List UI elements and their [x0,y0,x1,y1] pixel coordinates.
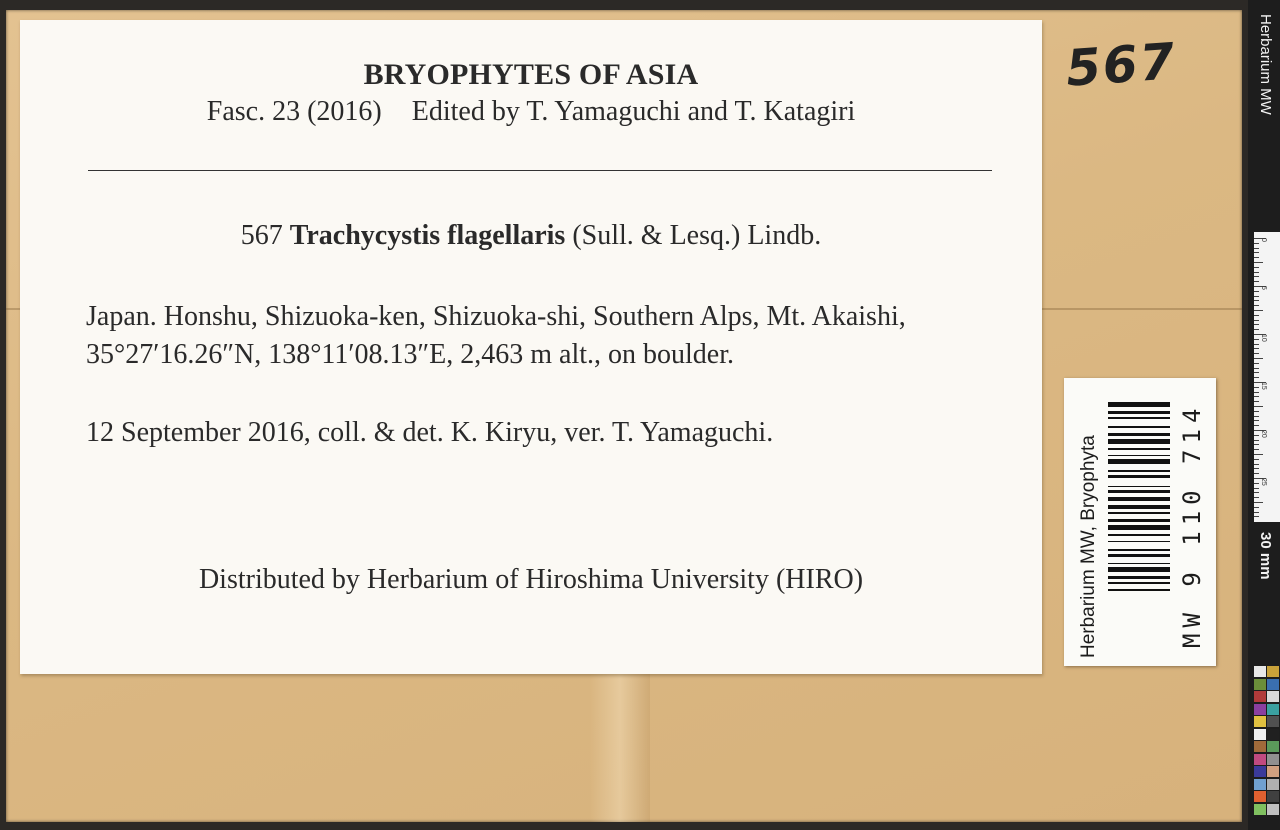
color-swatch [1254,779,1266,790]
barcode-bar [1108,411,1170,414]
scale-tick [1254,243,1259,244]
species-line [20,220,1042,252]
scale-tick [1254,435,1259,436]
scale-tick [1254,464,1259,465]
species-number: 567 [240,220,283,251]
scale-tick [1254,468,1259,469]
scale-tick [1254,310,1263,311]
handwritten-number: 567 [1064,32,1179,98]
scale-tick-label: 25 [1260,478,1267,486]
barcode-bar [1108,589,1170,591]
editors: Edited by T. Yamaguchi and T. Katagiri [411,96,856,127]
ruler-scale-label: 30 mm [1257,532,1274,580]
scale-tick [1254,262,1263,263]
scale-tick-label: 0 [1260,238,1267,242]
scale-tick [1254,320,1259,321]
scale-tick [1254,291,1259,292]
scale-tick [1254,416,1259,417]
color-swatch [1267,666,1279,677]
scale-tick [1254,276,1259,277]
scale-tick [1254,248,1259,249]
scale-tick [1254,406,1263,407]
barcode-bar [1108,486,1170,488]
label-title: BRYOPHYTES OF ASIA [363,58,699,91]
color-swatch [1267,741,1279,752]
barcode-icon [1108,402,1170,646]
scale-tick-label: 5 [1260,286,1267,290]
scale-tick [1254,492,1259,493]
scale-tick [1254,358,1263,359]
scale-tick [1254,401,1259,402]
label-subtitle [20,96,1042,128]
scale-tick [1254,281,1259,282]
barcode-bar [1108,512,1170,514]
scale-tick [1254,344,1259,345]
color-swatch [1267,704,1279,715]
scale-tick [1254,315,1259,316]
barcode-bar [1108,554,1170,557]
color-swatch [1254,729,1266,740]
specimen-label [20,20,1042,674]
scale-tick [1254,473,1259,474]
fascicle: Fasc. 23 (2016) [206,96,382,127]
scale-tick [1254,425,1259,426]
barcode-bar [1108,402,1170,407]
color-swatch [1267,791,1279,802]
scale-tick [1254,368,1259,369]
barcode-bar [1108,505,1170,508]
barcode-bar [1108,497,1170,502]
divider-rule [88,170,992,171]
barcode-bar [1108,448,1170,450]
color-swatch [1254,716,1266,727]
barcode-bar [1108,567,1170,572]
scale-tick [1254,502,1263,503]
scale-tick [1254,512,1259,513]
scale-tick [1254,497,1259,498]
scale-tick [1254,396,1259,397]
color-swatch [1254,691,1266,702]
locality-text: Japan. Honshu, Shizuoka-ken, Shizuoka-shi, Southern Alps, Mt. Akaishi, 35°27′16.26″N, 138°11′08.13″E, 2,463 m alt., on boulder. [86,301,906,370]
color-swatches [1254,666,1280,816]
barcode-bar [1108,519,1170,522]
scale-tick [1254,252,1259,253]
color-swatch [1267,729,1279,740]
barcode-bar [1108,455,1170,457]
barcode-bar [1108,439,1170,444]
scale-tick [1254,392,1259,393]
collection-text: 12 September 2016, coll. & det. K. Kiryu, ver. T. Yamaguchi. [86,417,774,448]
ruler-institution: Herbarium MW [1257,14,1274,115]
scale-tick [1254,353,1259,354]
barcode-bar [1108,534,1170,536]
color-swatch [1267,754,1279,765]
distribution-text: Distributed by Herbarium of Hiroshima University (HIRO) [198,564,864,595]
barcode-bar [1108,417,1170,419]
barcode-bar [1108,459,1170,464]
barcode-bar [1108,475,1170,478]
barcode-bar [1108,470,1170,472]
scale-tick [1254,372,1259,373]
barcode-institution: Herbarium MW, Bryophyta [1078,435,1099,658]
scale-tick [1254,339,1259,340]
scale-tick [1254,377,1259,378]
species-author: (Sull. & Lesq.) Lindb. [572,220,822,251]
barcode-bar [1108,525,1170,530]
color-swatch [1267,716,1279,727]
color-swatch [1254,666,1266,677]
scale-tick [1254,516,1259,517]
barcode-bar [1108,426,1170,428]
color-swatch [1267,691,1279,702]
scale-tick [1254,329,1259,330]
scale-tick-label: 10 [1260,334,1267,342]
color-swatch [1267,804,1279,815]
scale-tick-label: 20 [1260,430,1267,438]
barcode-number: MW 9 110 714 [1178,402,1206,648]
scale-tick [1254,507,1259,508]
barcode-bar [1108,549,1170,551]
color-swatch [1254,804,1266,815]
scale-tick [1254,257,1259,258]
scale-tick [1254,459,1259,460]
barcode-bar [1108,490,1170,493]
species-name: Trachycystis flagellaris [289,220,566,251]
scale-tick [1254,324,1259,325]
scale-tick-label: 15 [1260,382,1267,390]
scale-tick [1254,444,1259,445]
color-swatch [1254,741,1266,752]
color-swatch [1267,766,1279,777]
scale-tick [1254,488,1259,489]
scale-tick [1254,272,1259,273]
scale-tick [1254,420,1259,421]
barcode-bar [1108,541,1170,543]
color-swatch [1254,679,1266,690]
color-swatch [1254,704,1266,715]
scale-tick [1254,483,1259,484]
barcode-bar [1108,576,1170,579]
scale-tick [1254,363,1259,364]
color-swatch [1254,766,1266,777]
color-swatch [1254,754,1266,765]
packet-crease [590,672,650,822]
color-swatch [1254,791,1266,802]
scale-tick [1254,454,1263,455]
barcode-bar [1108,433,1170,436]
mm-scale [1254,232,1280,522]
scale-tick [1254,387,1259,388]
color-swatch [1267,779,1279,790]
scale-tick [1254,296,1259,297]
scale-tick [1254,411,1259,412]
scale-tick [1254,440,1259,441]
scale-tick [1254,300,1259,301]
scale-tick [1254,267,1259,268]
color-swatch [1267,679,1279,690]
barcode-label [1064,378,1216,666]
scale-tick [1254,449,1259,450]
barcode-bar [1108,563,1170,565]
scale-tick [1254,348,1259,349]
scale-tick [1254,305,1259,306]
barcode-bar [1108,582,1170,584]
